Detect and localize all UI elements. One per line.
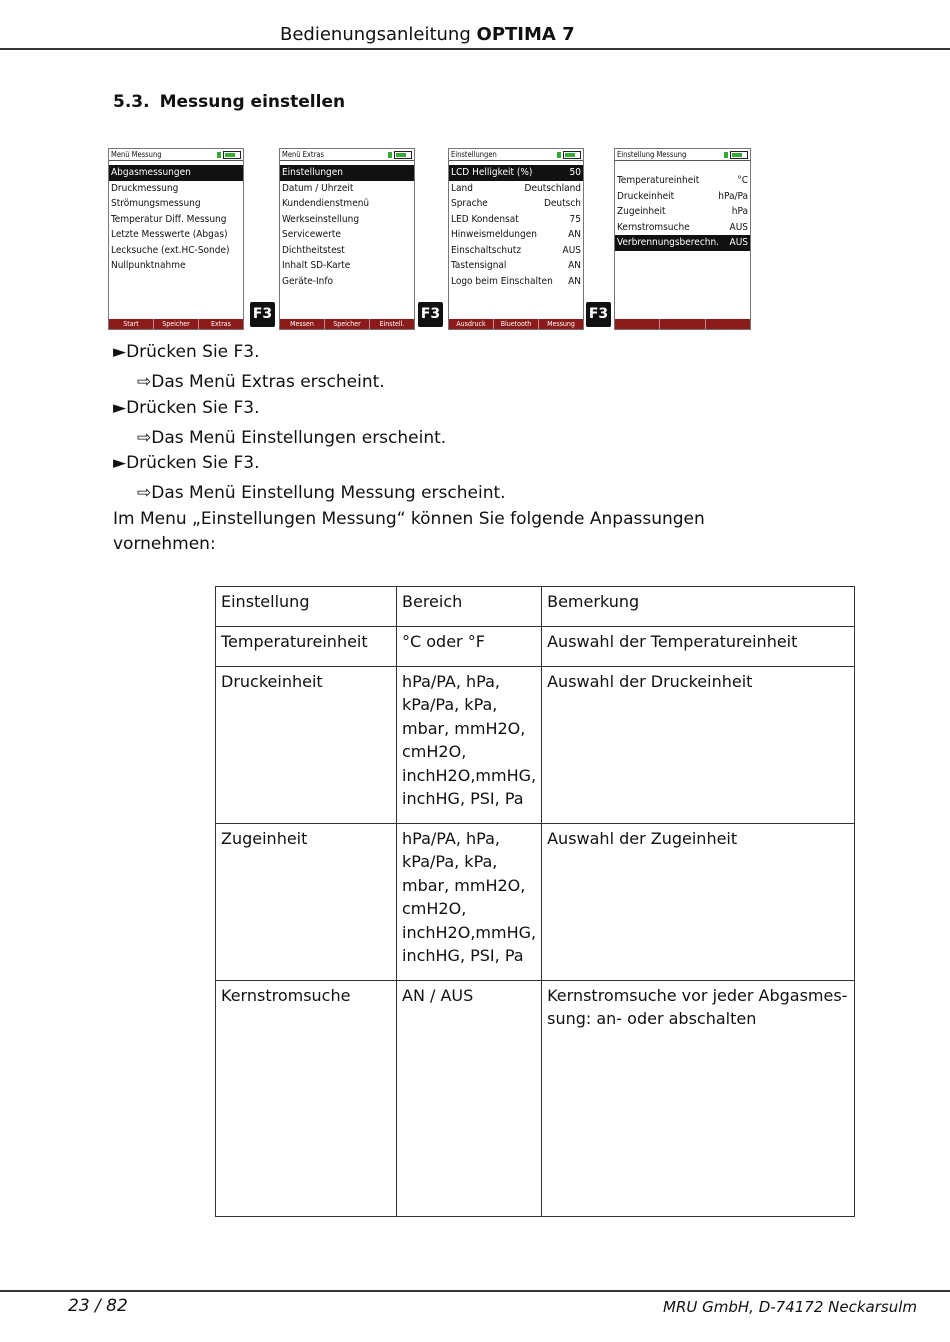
screen-title-bar	[109, 149, 243, 161]
menu-item[interactable]: Inhalt SD-Karte	[282, 260, 351, 271]
table-cell: hPa/PA, hPa, kPa/Pa, kPa, mbar, mmH2O, cmH2O, inchH2O,mmHG, inchHG, PSI, Pa	[397, 667, 542, 824]
softkey-f2[interactable]: Bluetooth	[493, 319, 538, 329]
intro-paragraph: Im Menu „Einstellungen Messung“ können Sie folgende Anpassungen vornehmen:	[113, 509, 705, 554]
table-cell: Kernstromsuche vor jeder Abgasmes-sung: an- oder abschalten	[542, 981, 855, 1217]
menu-item[interactable]: Letzte Messwerte (Abgas)	[111, 229, 228, 240]
menu-item[interactable]: Werkseinstellung	[282, 213, 360, 225]
screen-title-bar	[615, 149, 750, 161]
footer-company: MRU GmbH, D-74172 Neckarsulm	[663, 1298, 917, 1316]
device-screen-einstellung-messung	[614, 148, 751, 330]
menu-item[interactable]: Dichtheitstest	[282, 244, 345, 256]
softkey-f2[interactable]: Speicher	[324, 319, 369, 329]
screen-title: Einstellungen	[451, 150, 497, 159]
footer-divider	[0, 1290, 950, 1292]
header-product: OPTIMA 7	[476, 24, 575, 45]
menu-item[interactable]: Einschaltschutz AUS	[451, 244, 581, 256]
page-number: 23 / 82	[68, 1296, 128, 1316]
instruction-result: ⇨Das Menü Einstellung Messung erscheint.	[137, 483, 506, 503]
table-cell: Kernstromsuche	[216, 981, 397, 1217]
softkey-bar	[280, 319, 414, 329]
softkey-f3[interactable]: Messung	[538, 319, 583, 329]
table-row	[216, 667, 855, 824]
instruction-result: ⇨Das Menü Einstellungen erscheint.	[137, 428, 447, 448]
screen-title-bar	[449, 149, 583, 161]
battery-icon	[394, 151, 412, 159]
column-header: Einstellung	[216, 587, 397, 627]
screen-title: Einstellung Messung	[617, 150, 687, 159]
menu-item[interactable]: Druckeinheit hPa/Pa	[617, 190, 748, 202]
f3-key-icon: F3	[250, 302, 275, 327]
screen-menu-list	[109, 165, 243, 274]
table-cell: Temperatureinheit	[216, 627, 397, 667]
menu-item[interactable]: Kundendienstmenü	[282, 198, 370, 209]
menu-item[interactable]: Temperatur Diff. Messung	[111, 213, 227, 225]
instruction-step: ►Drücken Sie F3.	[113, 398, 260, 418]
menu-item[interactable]: Datum / Uhrzeit	[282, 182, 354, 194]
device-screen-menu-messung	[108, 148, 244, 330]
device-screen-menu-extras	[279, 148, 415, 330]
battery-icon	[223, 151, 241, 159]
softkey-f3[interactable]: Extras	[198, 319, 243, 329]
table-cell: Druckeinheit	[216, 667, 397, 824]
softkey-f1[interactable]: Messen	[290, 320, 314, 328]
table-cell: Zugeinheit	[216, 824, 397, 981]
menu-item[interactable]: Land Deutschland	[451, 182, 581, 194]
menu-item[interactable]: Lecksuche (ext.HC-Sonde)	[111, 244, 230, 256]
settings-table	[215, 586, 855, 1217]
menu-item[interactable]: Temperatureinheit °C	[617, 175, 748, 186]
menu-item[interactable]: Kernstromsuche AUS	[617, 221, 748, 233]
softkey-f1[interactable]: Ausdruck	[456, 320, 486, 328]
softkey-bar	[615, 319, 750, 329]
menu-item[interactable]: Tastensignal AN	[451, 260, 581, 271]
table-cell: Auswahl der Temperatureinheit	[542, 627, 855, 667]
table-row	[216, 981, 855, 1217]
battery-icon	[563, 151, 581, 159]
menu-item[interactable]: LED Kondensat 75	[451, 213, 581, 225]
softkey-f1[interactable]	[615, 319, 659, 329]
screen-menu-list	[280, 165, 414, 289]
f3-key-icon: F3	[586, 302, 611, 327]
menu-item[interactable]: Geräte-Info	[282, 275, 334, 287]
screen-menu-list	[615, 173, 750, 251]
f3-key-icon: F3	[418, 302, 443, 327]
menu-item[interactable]: LCD Helligkeit (%) 50	[449, 165, 583, 181]
instruction-result: ⇨Das Menü Extras erscheint.	[137, 372, 385, 392]
menu-item[interactable]: Servicewerte	[282, 229, 341, 240]
menu-item[interactable]: Abgasmessungen	[109, 165, 243, 181]
menu-item[interactable]: Strömungsmessung	[111, 198, 201, 209]
screen-menu-list	[449, 165, 583, 289]
screen-title: Menü Messung	[111, 150, 162, 159]
screen-title: Menü Extras	[282, 150, 324, 159]
menu-item[interactable]: Druckmessung	[111, 182, 179, 194]
section-title: Messung einstellen	[159, 92, 346, 112]
instruction-step: ►Drücken Sie F3.	[113, 342, 260, 362]
table-cell: Auswahl der Druckeinheit	[542, 667, 855, 824]
header-title	[280, 24, 575, 45]
table-cell: °C oder °F	[397, 627, 542, 667]
screen-title-bar	[280, 149, 414, 161]
column-header: Bemerkung	[542, 587, 855, 627]
menu-item[interactable]: Sprache Deutsch	[451, 198, 581, 209]
instruction-step: ►Drücken Sie F3.	[113, 453, 260, 473]
table-header-row	[216, 587, 855, 627]
table-row	[216, 627, 855, 667]
table-cell: AN / AUS	[397, 981, 542, 1217]
column-header: Bereich	[397, 587, 542, 627]
menu-item[interactable]: Verbrennungsberechn. AUS	[615, 235, 750, 251]
softkey-f2[interactable]	[659, 319, 704, 329]
menu-item[interactable]: Nullpunktnahme	[111, 260, 186, 271]
menu-item[interactable]: Logo beim Einschalten AN	[451, 275, 581, 287]
menu-item[interactable]: Einstellungen	[280, 165, 414, 181]
page-header	[0, 22, 950, 50]
battery-icon	[730, 151, 748, 159]
section-heading	[113, 92, 345, 112]
table-row	[216, 824, 855, 981]
menu-item[interactable]: Zugeinheit hPa	[617, 206, 748, 217]
softkey-bar	[109, 319, 243, 329]
table-cell: hPa/PA, hPa, kPa/Pa, kPa, mbar, mmH2O, cmH2O, inchH2O,mmHG, inchHG, PSI, Pa	[397, 824, 542, 981]
softkey-f1[interactable]: Start	[123, 320, 139, 328]
section-number: 5.3.	[113, 92, 150, 112]
table-cell: Auswahl der Zugeinheit	[542, 824, 855, 981]
softkey-bar	[449, 319, 583, 329]
softkey-f3[interactable]: Einstell.	[369, 319, 414, 329]
menu-item[interactable]: Hinweismeldungen AN	[451, 229, 581, 240]
device-screen-einstellungen	[448, 148, 584, 330]
softkey-f3[interactable]	[705, 319, 750, 329]
header-prefix: Bedienungsanleitung	[280, 24, 471, 45]
softkey-f2[interactable]: Speicher	[153, 319, 198, 329]
